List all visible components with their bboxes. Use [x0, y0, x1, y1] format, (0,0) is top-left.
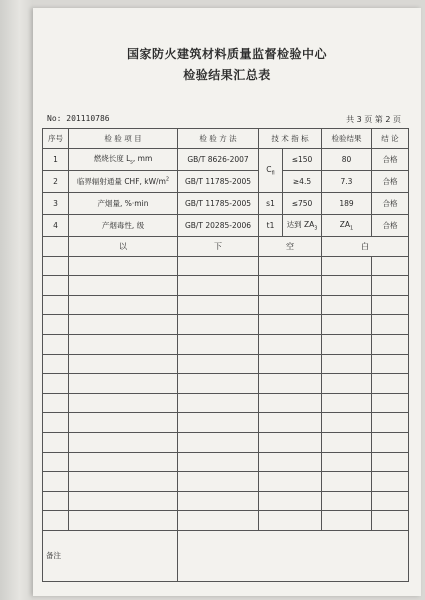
- row-method: GB/T 11785-2005: [178, 193, 259, 215]
- blank-row: [43, 472, 409, 492]
- blank-row: [43, 334, 409, 354]
- row-method: GB/T 11785-2005: [178, 171, 259, 193]
- center-title: 国家防火建筑材料质量监督检验中心: [126, 47, 327, 61]
- row-index: 达到 $ZA_3$: [283, 215, 322, 237]
- table-row: [43, 193, 409, 215]
- blank-row: [43, 295, 409, 315]
- header-row: [43, 129, 409, 149]
- empty-marker-char: 空: [259, 237, 322, 257]
- empty-marker-row: [43, 237, 409, 257]
- row-conclusion: 合格: [372, 215, 409, 237]
- blank-row: [43, 452, 409, 472]
- row-item: 临界辐射通量 CHF, $kW/m^2$: [69, 171, 178, 193]
- note-row: [43, 530, 409, 581]
- row-item: 产烟量, %·min: [69, 193, 178, 215]
- row-no: 2: [43, 171, 69, 193]
- results-table: [42, 128, 409, 582]
- blank-row: [43, 432, 409, 452]
- row-conclusion: 合格: [372, 149, 409, 171]
- row-no: 4: [43, 215, 69, 237]
- blank-row: [43, 315, 409, 335]
- col-header-conclusion: 结 论: [372, 129, 409, 149]
- empty-marker-char: 下: [178, 237, 259, 257]
- col-header-method: 检 验 方 法: [178, 129, 259, 149]
- table-row: [43, 215, 409, 237]
- row-class: s1: [259, 193, 283, 215]
- row-result: 189: [322, 193, 372, 215]
- row-index: ≤750: [283, 193, 322, 215]
- table-title: 检验结果汇总表: [183, 68, 271, 82]
- row-class: t1: [259, 215, 283, 237]
- empty-marker-char: 白: [322, 237, 409, 257]
- blank-row: [43, 374, 409, 394]
- blank-row: [43, 511, 409, 531]
- blank-row: [43, 354, 409, 374]
- row-result: $ZA_1$: [322, 215, 372, 237]
- report-page: [33, 8, 421, 596]
- note-label: 备注: [43, 530, 178, 581]
- row-no: 1: [43, 149, 69, 171]
- binding-edge: [0, 0, 33, 600]
- row-method: GB/T 8626-2007: [178, 149, 259, 171]
- row-no: 3: [43, 193, 69, 215]
- col-header-no: 序号: [43, 129, 69, 149]
- table-row: [43, 171, 409, 193]
- col-header-result: 检验结果: [322, 129, 372, 149]
- row-item: 产烟毒性, 级: [69, 215, 178, 237]
- blank-row: [43, 491, 409, 511]
- row-conclusion: 合格: [372, 193, 409, 215]
- row-result: 80: [322, 149, 372, 171]
- blank-row: [43, 256, 409, 276]
- empty-marker-char: 以: [69, 237, 178, 257]
- row-method: GB/T 20285-2006: [178, 215, 259, 237]
- row-index: ≥4.5: [283, 171, 322, 193]
- row-index: ≤150: [283, 149, 322, 171]
- page-info: 共 3 页 第 2 页: [346, 115, 401, 124]
- report-number: No: 201110786: [47, 114, 110, 123]
- blank-row: [43, 393, 409, 413]
- blank-row: [43, 276, 409, 296]
- row-result: 7.3: [322, 171, 372, 193]
- row-item: 燃烧长度 $L_s$, mm: [69, 149, 178, 171]
- row-conclusion: 合格: [372, 171, 409, 193]
- table-row: [43, 149, 409, 171]
- col-header-item: 检 验 项 目: [69, 129, 178, 149]
- row-class: $C_{fl}$: [259, 149, 283, 193]
- note-content: [178, 530, 409, 581]
- blank-row: [43, 413, 409, 433]
- col-header-index: 技 术 指 标: [259, 129, 322, 149]
